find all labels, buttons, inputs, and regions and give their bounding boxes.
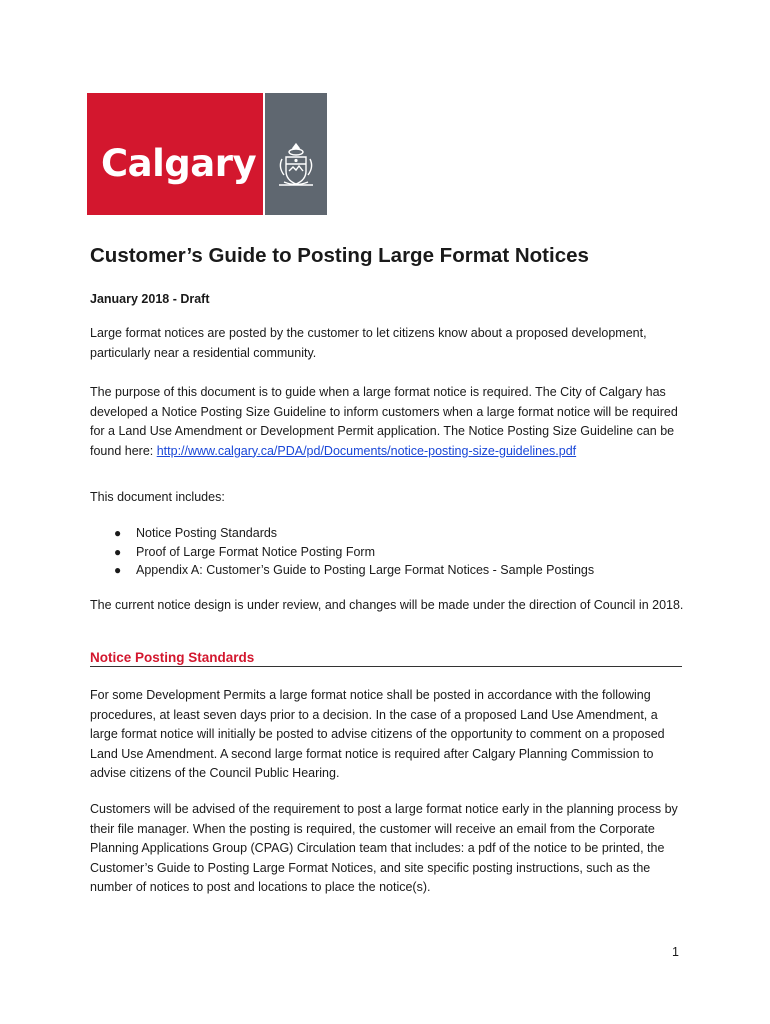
section-divider [90,666,682,667]
section-paragraph-2: Customers will be advised of the requirement to post a large format notice early in the planning process by their file manager. When the posting is required, the customer will receive an email from the Corporate Planning Applications Group (CPAG) Circulation team that includes: a pdf of the notice to be printed, the Customer’s Guide to Posting Large Format Notices, and site specific posting instructions, such as the number of notices to post and locations to place the notice(s). [90,802,678,894]
logo-grey-panel [265,93,327,215]
bullet-icon: ● [114,526,122,540]
section-paragraph-1: For some Development Permits a large format notice shall be posted in accordance with the following procedures, at least seven days prior to a decision. In the case of a proposed Land Use Amendment, a large format notice will initially be posted to advise citizens of the opportunity to comment on a proposed Land Use Amendment. A second large format notice is required after Calgary Planning Commission to advise citizens of the Council Public Hearing. [90,688,665,780]
document-subtitle: January 2018 - Draft [90,292,210,306]
logo-red-panel [87,93,263,215]
purpose-text: The purpose of this document is to guide when a large format notice is required. The City of Calgary has developed a Notice Posting Size Guideline to inform customers when a large format notice will be required for a Land Use Amendment or Development Permit application. The Notice Posting Size Guideline can be found here: [90,385,678,458]
review-note-paragraph: The current notice design is under review, and changes will be made under the direction of Council in 2018. [90,598,684,612]
bullet-icon: ● [114,563,122,577]
purpose-paragraph [90,383,685,461]
bullet-icon: ● [114,544,122,559]
logo-wordmark: Calgary [101,142,257,185]
document-title: Customer’s Guide to Posting Large Format Notices [90,244,589,267]
page-number: 1 [672,945,679,959]
section-heading: Notice Posting Standards [90,650,255,665]
list-item: ● Appendix A: Customer’s Guide to Posting Large Format Notices - Sample Postings [90,561,680,580]
list-item: ● Notice Posting Standards [90,524,680,543]
intro-paragraph: Large format notices are posted by the customer to let citizens know about a proposed development, particularly near a residential community. [90,326,647,360]
calgary-logo [87,93,327,215]
includes-label: This document includes: [90,490,225,504]
list-item: ● Proof of Large Format Notice Posting Form [90,543,680,562]
includes-list [90,524,680,580]
city-crest-icon [276,141,316,191]
guideline-link[interactable]: http://www.calgary.ca/PDA/pd/Documents/notice-posting-size-guidelines.pdf [156,443,577,458]
